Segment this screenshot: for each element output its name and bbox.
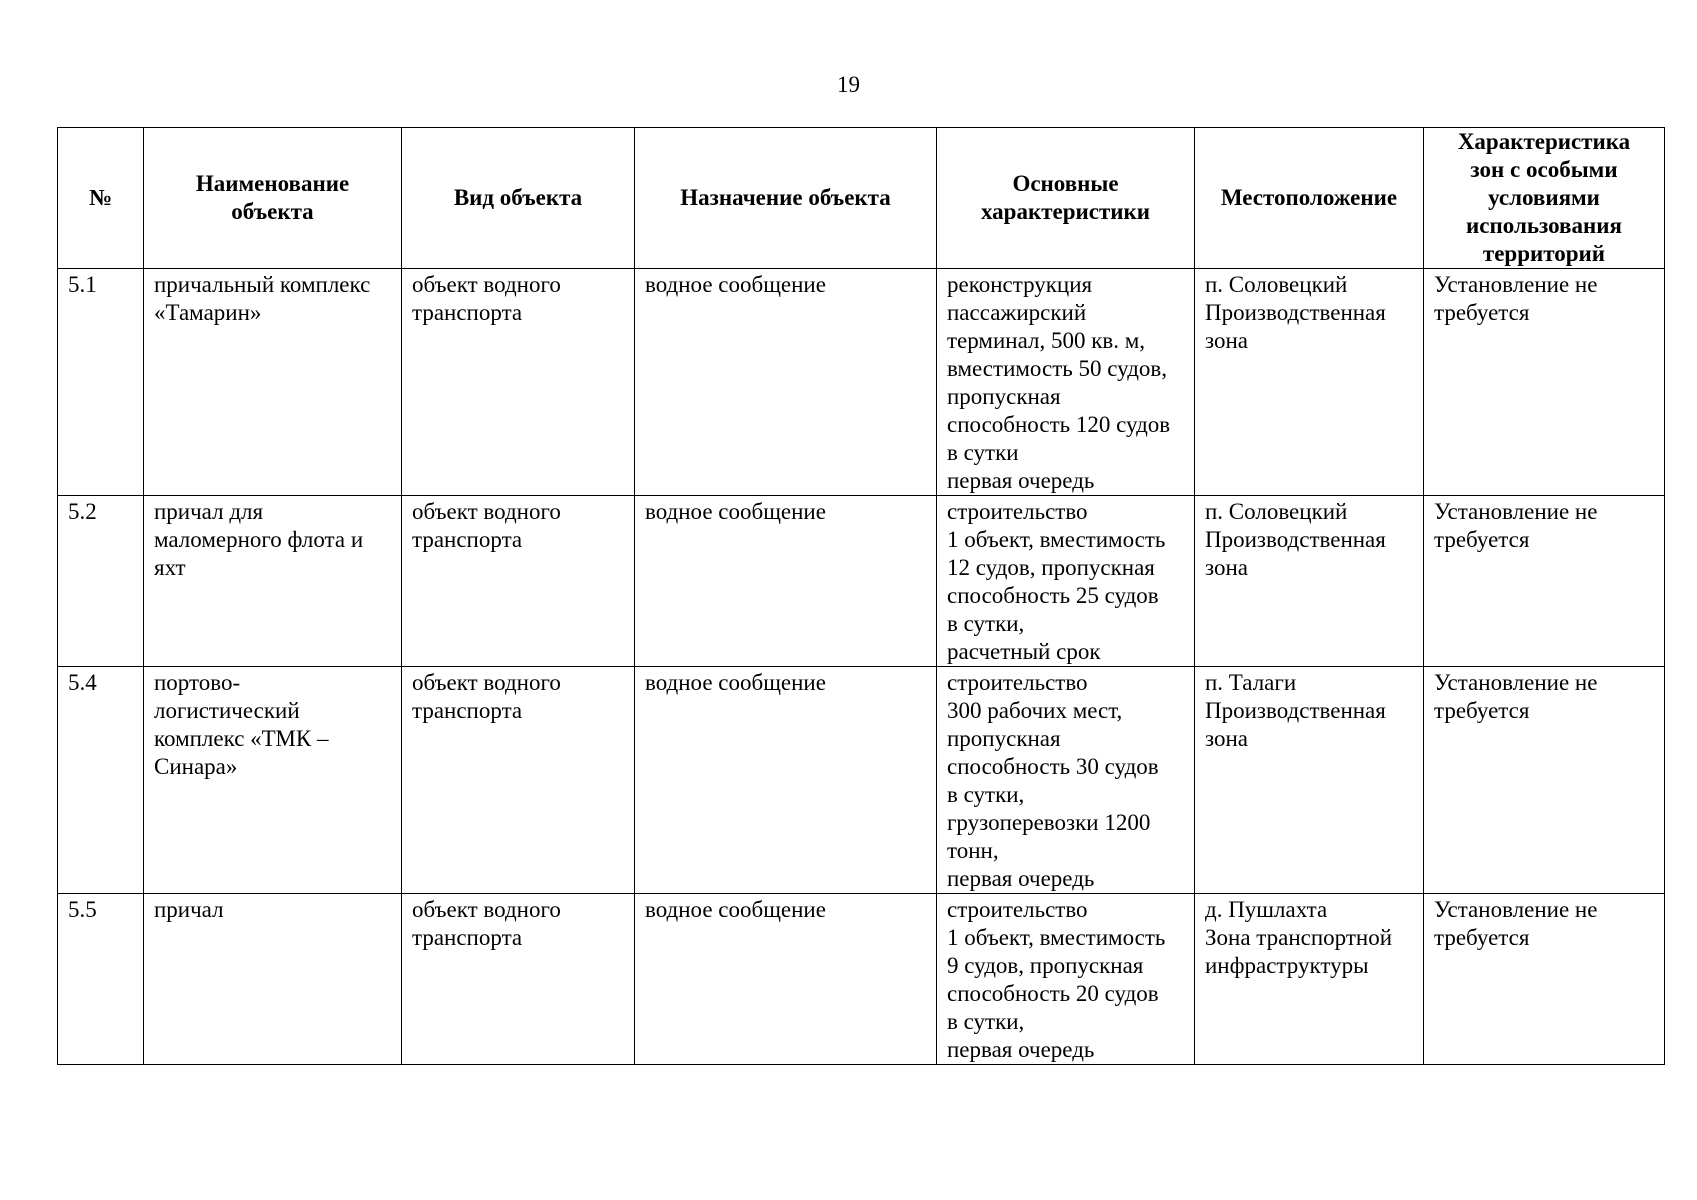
cell-number: 5.2 (58, 496, 144, 667)
cell-zones: Установление не требуется (1424, 269, 1665, 496)
header-type: Вид объекта (402, 128, 635, 269)
page-number: 19 (837, 72, 860, 97)
cell-name: причал (144, 894, 402, 1065)
cell-zones: Установление не требуется (1424, 496, 1665, 667)
cell-purpose: водное сообщение (635, 269, 937, 496)
header-number: № (58, 128, 144, 269)
table-row (58, 667, 1665, 894)
cell-characteristics: строительство 1 объект, вместимость 12 судов, пропускная способность 25 судов в сутки, расчетный срок (937, 496, 1195, 667)
cell-characteristics: строительство 300 рабочих мест, пропускная способность 30 судов в сутки, грузоперевозки 1200 тонн, первая очередь (937, 667, 1195, 894)
cell-type: объект водного транспорта (402, 496, 635, 667)
cell-name: причал для маломерного флота и яхт (144, 496, 402, 667)
cell-characteristics: реконструкция пассажирский терминал, 500 кв. м, вместимость 50 судов, пропускная способность 120 судов в сутки первая очередь (937, 269, 1195, 496)
header-zones: Характеристика зон с особыми условиями использования территорий (1424, 128, 1665, 269)
cell-name: причальный комплекс «Тамарин» (144, 269, 402, 496)
cell-type: объект водного транспорта (402, 894, 635, 1065)
table-row (58, 496, 1665, 667)
cell-type: объект водного транспорта (402, 667, 635, 894)
header-characteristics: Основные характеристики (937, 128, 1195, 269)
cell-location: п. Соловецкий Производственная зона (1195, 269, 1424, 496)
cell-name: портово- логистический комплекс «ТМК – Синара» (144, 667, 402, 894)
cell-purpose: водное сообщение (635, 894, 937, 1065)
objects-table (57, 127, 1665, 1065)
cell-purpose: водное сообщение (635, 667, 937, 894)
table-row (58, 269, 1665, 496)
cell-location: д. Пушлахта Зона транспортной инфраструктуры (1195, 894, 1424, 1065)
cell-number: 5.5 (58, 894, 144, 1065)
cell-number: 5.1 (58, 269, 144, 496)
table-body (58, 269, 1665, 1065)
table-header-row (58, 128, 1665, 269)
cell-zones: Установление не требуется (1424, 894, 1665, 1065)
header-name: Наименование объекта (144, 128, 402, 269)
header-purpose: Назначение объекта (635, 128, 937, 269)
cell-purpose: водное сообщение (635, 496, 937, 667)
cell-location: п. Талаги Производственная зона (1195, 667, 1424, 894)
header-location: Местоположение (1195, 128, 1424, 269)
cell-location: п. Соловецкий Производственная зона (1195, 496, 1424, 667)
cell-zones: Установление не требуется (1424, 667, 1665, 894)
cell-type: объект водного транспорта (402, 269, 635, 496)
cell-number: 5.4 (58, 667, 144, 894)
table-row (58, 894, 1665, 1065)
cell-characteristics: строительство 1 объект, вместимость 9 судов, пропускная способность 20 судов в сутки, первая очередь (937, 894, 1195, 1065)
